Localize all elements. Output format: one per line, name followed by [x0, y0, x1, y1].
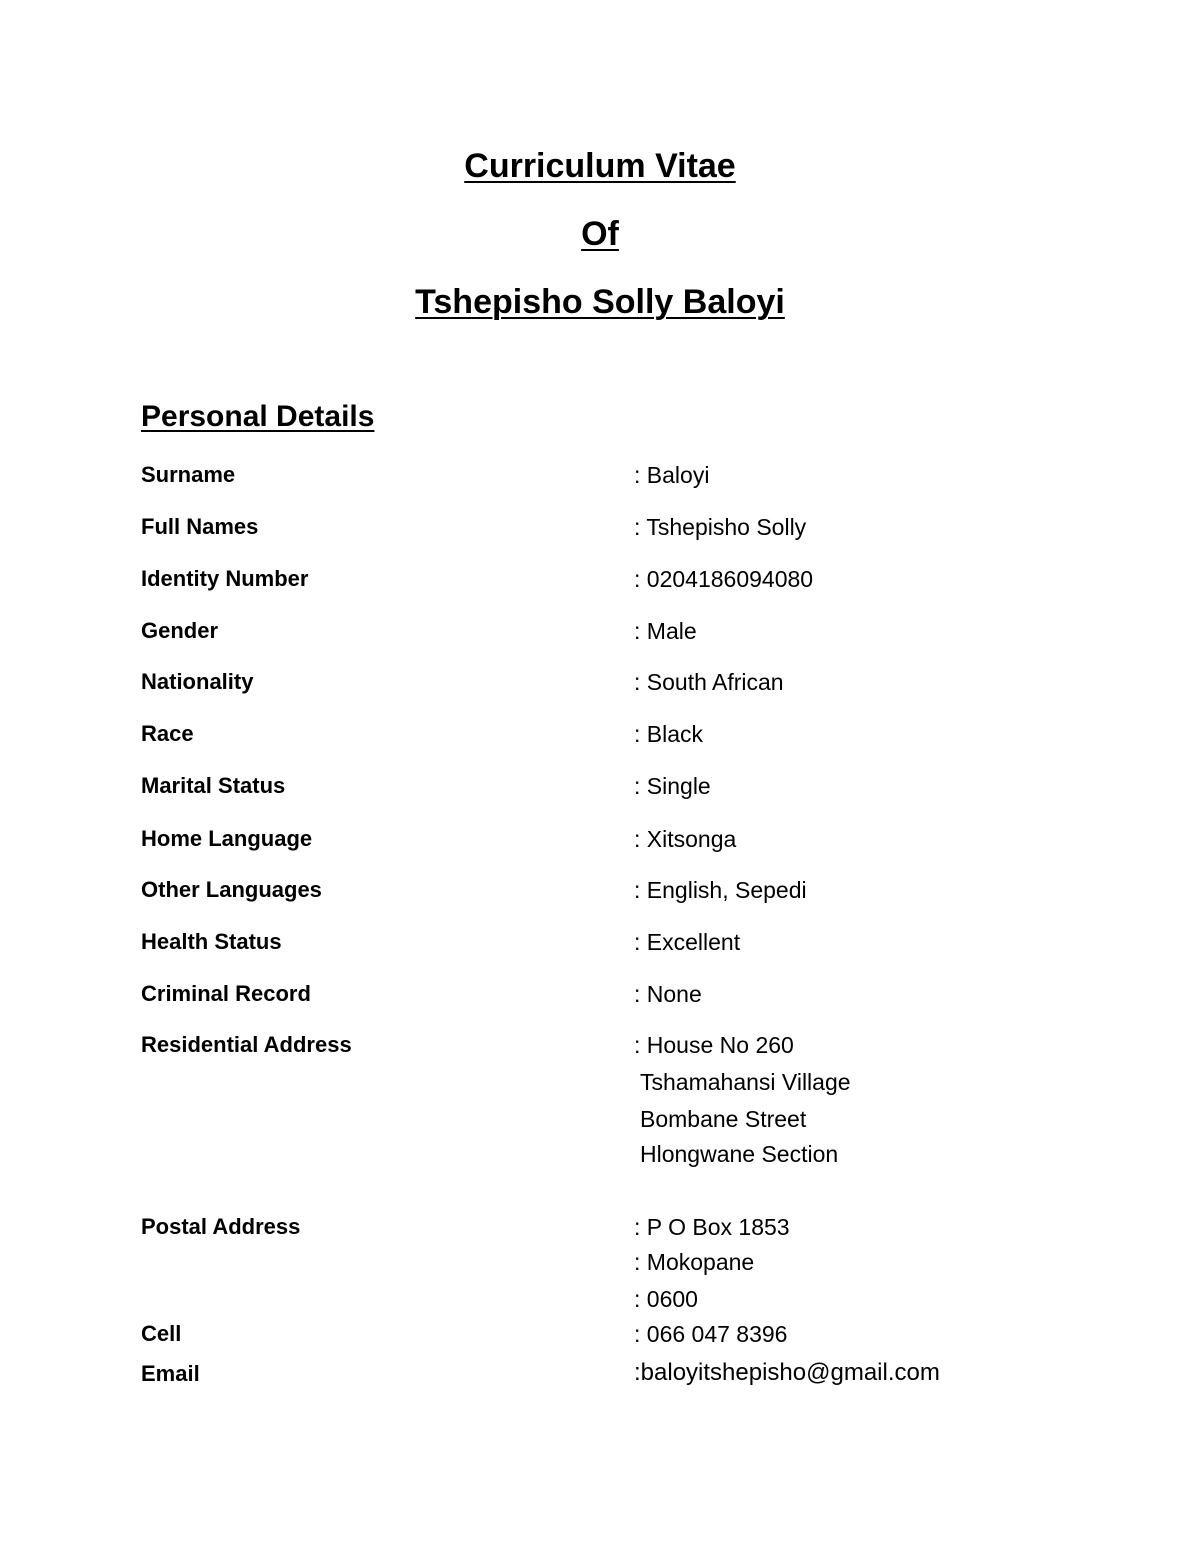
health-status-label: Health Status	[141, 929, 282, 954]
residential-address-line: Bombane Street	[640, 1106, 807, 1132]
full-names-value: : Tshepisho Solly	[634, 514, 807, 540]
personal-details-heading: Personal Details	[141, 400, 375, 433]
residential-address-line: : House No 260	[634, 1032, 794, 1058]
other-languages-value: : English, Sepedi	[634, 877, 807, 903]
postal-address-label: Postal Address	[141, 1214, 301, 1239]
identity-number-label: Identity Number	[141, 566, 309, 591]
home-language-label: Home Language	[141, 826, 313, 851]
full-names-label: Full Names	[141, 514, 259, 539]
cv-title-line-2: Of	[581, 215, 619, 253]
cell-value: : 066 047 8396	[634, 1321, 788, 1347]
email-value: :baloyitshepisho@gmail.com	[634, 1359, 940, 1386]
surname-value: : Baloyi	[634, 462, 710, 488]
marital-status-value: : Single	[634, 773, 711, 799]
cell-label: Cell	[141, 1321, 182, 1346]
race-label: Race	[141, 721, 194, 746]
health-status-value: : Excellent	[634, 929, 741, 955]
other-languages-label: Other Languages	[141, 877, 322, 902]
race-value: : Black	[634, 721, 704, 747]
surname-label: Surname	[141, 462, 236, 487]
postal-address-line: : Mokopane	[634, 1249, 755, 1275]
home-language-value: : Xitsonga	[634, 826, 737, 852]
gender-value: : Male	[634, 618, 697, 644]
postal-address-line: : 0600	[634, 1286, 698, 1312]
nationality-value: : South African	[634, 669, 784, 695]
residential-address-line: Hlongwane Section	[640, 1141, 839, 1167]
cv-title-line-1: Curriculum Vitae	[464, 147, 736, 185]
gender-label: Gender	[141, 618, 219, 643]
email-label: Email	[141, 1361, 200, 1386]
marital-status-label: Marital Status	[141, 773, 286, 798]
residential-address-line: Tshamahansi Village	[640, 1069, 851, 1095]
postal-address-line: : P O Box 1853	[634, 1214, 790, 1240]
residential-address-label: Residential Address	[141, 1032, 352, 1057]
cv-title-line-3: Tshepisho Solly Baloyi	[415, 283, 785, 321]
criminal-record-label: Criminal Record	[141, 981, 311, 1006]
identity-number-value: : 0204186094080	[634, 566, 814, 592]
nationality-label: Nationality	[141, 669, 254, 694]
criminal-record-value: : None	[634, 981, 702, 1007]
